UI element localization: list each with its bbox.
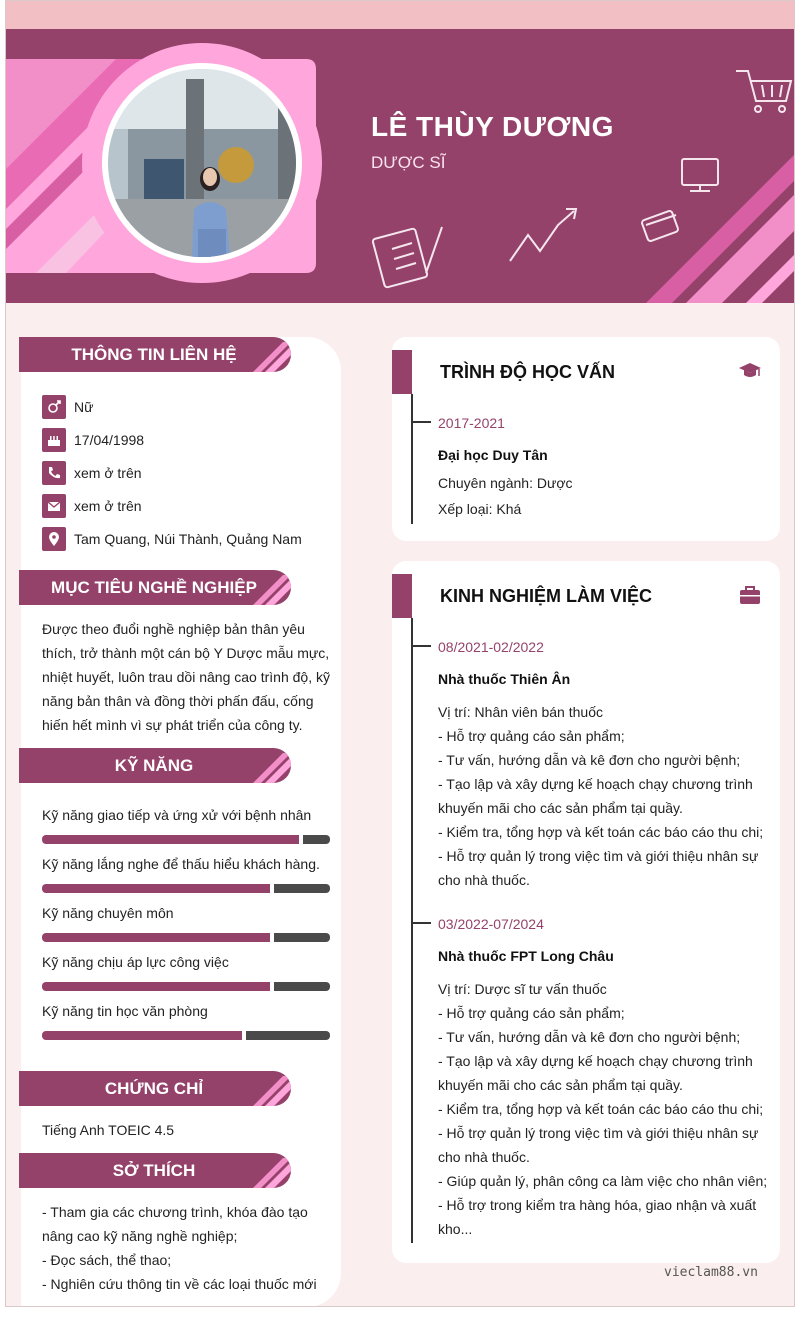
certificate-item: Tiếng Anh TOEIC 4.5 xyxy=(42,1122,175,1138)
stripe-decoration xyxy=(231,337,291,372)
job-detail-line: - Giúp quản lý, phân công ca làm việc cho nhân viên; xyxy=(438,1173,768,1189)
job-detail-line: - Tạo lập và xây dựng kế hoạch chạy chương trình xyxy=(438,1053,753,1069)
section-header-contact xyxy=(19,337,291,372)
section-header-objective xyxy=(19,570,291,605)
birthday-value: 17/04/1998 xyxy=(74,432,145,448)
section-header-hobbies xyxy=(19,1153,291,1188)
hobbies-text: - Tham gia các chương trình, khóa đào tạo nâng cao kỹ năng nghề nghiệp; - Đọc sách, thể thao; - Nghiên cứu thông tin về các loại thuốc mới xyxy=(42,1204,317,1292)
graduation-cap-icon xyxy=(738,359,762,383)
contact-gender xyxy=(42,395,93,419)
job-detail-line: - Tạo lập và xây dựng kế hoạch chạy chương trình xyxy=(438,776,753,792)
skill-item xyxy=(42,1003,332,1019)
email-value: xem ở trên xyxy=(74,498,142,514)
skills-heading: KỸ NĂNG xyxy=(114,756,194,775)
job-1-details xyxy=(438,700,773,892)
phone-value: xem ở trên xyxy=(74,465,142,481)
location-pin-icon xyxy=(42,527,66,551)
job-detail-line: - Tư vấn, hướng dẫn và kê đơn cho người bệnh; xyxy=(438,1029,741,1045)
job-detail-line: - Hỗ trợ quản lý trong việc tìm và giới thiệu nhân sự xyxy=(438,848,759,864)
contact-birthday xyxy=(42,428,144,452)
job-detail-line: - Hỗ trợ quản lý trong việc tìm và giới thiệu nhân sự xyxy=(438,1125,759,1141)
job-detail-line: - Hỗ trợ trong kiểm tra hàng hóa, giao nhận và xuất xyxy=(438,1197,757,1213)
job-title: DƯỢC SĨ xyxy=(371,153,446,172)
phone-icon xyxy=(42,461,66,485)
certificates-heading: CHỨNG CHỈ xyxy=(104,1079,204,1098)
education-date: 2017-2021 xyxy=(438,415,505,431)
email-icon xyxy=(42,494,66,518)
skill-level-bar xyxy=(42,982,330,991)
job-detail-line: kho... xyxy=(438,1221,473,1237)
job-detail-line: Vị trí: Nhân viên bán thuốc xyxy=(438,704,603,720)
skill-item xyxy=(42,856,332,872)
education-heading: TRÌNH ĐỘ HỌC VẤN xyxy=(440,362,615,382)
objective-heading: MỤC TIÊU NGHỀ NGHIỆP xyxy=(51,578,257,597)
job-detail-line: - Hỗ trợ quảng cáo sản phẩm; xyxy=(438,1005,625,1021)
section-header-experience xyxy=(392,574,762,618)
skill-level-bar xyxy=(42,933,330,942)
skill-name: Kỹ năng tin học văn phòng xyxy=(42,1003,208,1019)
job-1-date: 08/2021-02/2022 xyxy=(438,639,544,655)
job-detail-line: cho nhà thuốc. xyxy=(438,872,530,888)
job-2-company: Nhà thuốc FPT Long Châu xyxy=(438,948,614,964)
contact-phone xyxy=(42,461,142,485)
skill-level-bar xyxy=(42,835,330,844)
contact-heading: THÔNG TIN LIÊN HỆ xyxy=(71,345,237,364)
skill-name: Kỹ năng chịu áp lực công việc xyxy=(42,954,229,970)
avatar xyxy=(102,63,302,263)
stripe-decoration xyxy=(231,748,291,783)
credit-card-icon xyxy=(641,210,679,242)
gender-icon xyxy=(42,395,66,419)
experience-heading: KINH NGHIỆM LÀM VIỆC xyxy=(440,586,653,606)
skill-level-bar xyxy=(42,1031,330,1040)
skill-name: Kỹ năng giao tiếp và ứng xử với bệnh nhân xyxy=(42,807,312,823)
profile-photo xyxy=(108,69,296,257)
birthday-cake-icon xyxy=(42,428,66,452)
job-detail-line: - Hỗ trợ quảng cáo sản phẩm; xyxy=(438,728,625,744)
job-detail-line: - Kiểm tra, tổng hợp và kết toán các báo cáo thu chi; xyxy=(438,824,764,840)
resume-header xyxy=(6,29,795,303)
skill-item xyxy=(42,905,332,921)
hobbies-heading: SỞ THÍCH xyxy=(112,1161,196,1180)
stripe-decoration xyxy=(231,570,291,605)
job-1-company: Nhà thuốc Thiên Ân xyxy=(438,671,571,687)
gender-value: Nữ xyxy=(74,399,94,415)
job-detail-line: khuyến mãi cho các sản phẩm tại quầy. xyxy=(438,1077,683,1093)
stripe-decoration xyxy=(231,1071,291,1106)
skill-level-bar xyxy=(42,884,330,893)
briefcase-icon xyxy=(738,583,762,607)
job-detail-line: Vị trí: Dược sĩ tư vấn thuốc xyxy=(438,981,607,997)
monitor-icon xyxy=(682,159,718,191)
job-detail-line: cho nhà thuốc. xyxy=(438,1149,530,1165)
education-major: Chuyên ngành: Dược xyxy=(438,475,573,491)
skill-name: Kỹ năng chuyên môn xyxy=(42,905,174,921)
education-school: Đại học Duy Tân xyxy=(438,447,548,463)
skill-name: Kỹ năng lắng nghe để thấu hiểu khách hàng. xyxy=(42,856,320,872)
section-header-skills xyxy=(19,748,291,783)
contact-address xyxy=(42,527,302,551)
address-value: Tam Quang, Núi Thành, Quảng Nam xyxy=(74,531,302,547)
resume-page xyxy=(5,0,795,1307)
job-2-details xyxy=(438,977,773,1241)
cart-icon xyxy=(736,71,791,112)
clipboard-icon xyxy=(372,227,442,288)
skill-item xyxy=(42,807,332,823)
job-2-date: 03/2022-07/2024 xyxy=(438,916,544,932)
skill-item xyxy=(42,954,332,970)
section-header-education xyxy=(392,350,762,394)
education-rank: Xếp loại: Khá xyxy=(438,501,522,517)
growth-chart-icon xyxy=(510,209,576,261)
job-detail-line: - Kiểm tra, tổng hợp và kết toán các báo cáo thu chi; xyxy=(438,1101,764,1117)
objective-text: Được theo đuổi nghề nghiệp bản thân yêu thích, trở thành một cán bộ Y Dược mẫu mực, nhiệt huyết, luôn trau dồi nâng cao trình độ, kỹ năng bản thân và đồng thời phấn đấu, cống hiến hết mình vì sự phát triển của công ty. xyxy=(42,621,330,733)
stripe-decoration xyxy=(231,1153,291,1188)
watermark: vieclam88.vn xyxy=(664,1265,758,1280)
job-detail-line: khuyến mãi cho các sản phẩm tại quầy. xyxy=(438,800,683,816)
section-header-certificates xyxy=(19,1071,291,1106)
full-name: LÊ THÙY DƯƠNG xyxy=(371,111,614,142)
job-detail-line: - Tư vấn, hướng dẫn và kê đơn cho người bệnh; xyxy=(438,752,741,768)
contact-email xyxy=(42,494,142,518)
top-strip xyxy=(6,1,795,29)
